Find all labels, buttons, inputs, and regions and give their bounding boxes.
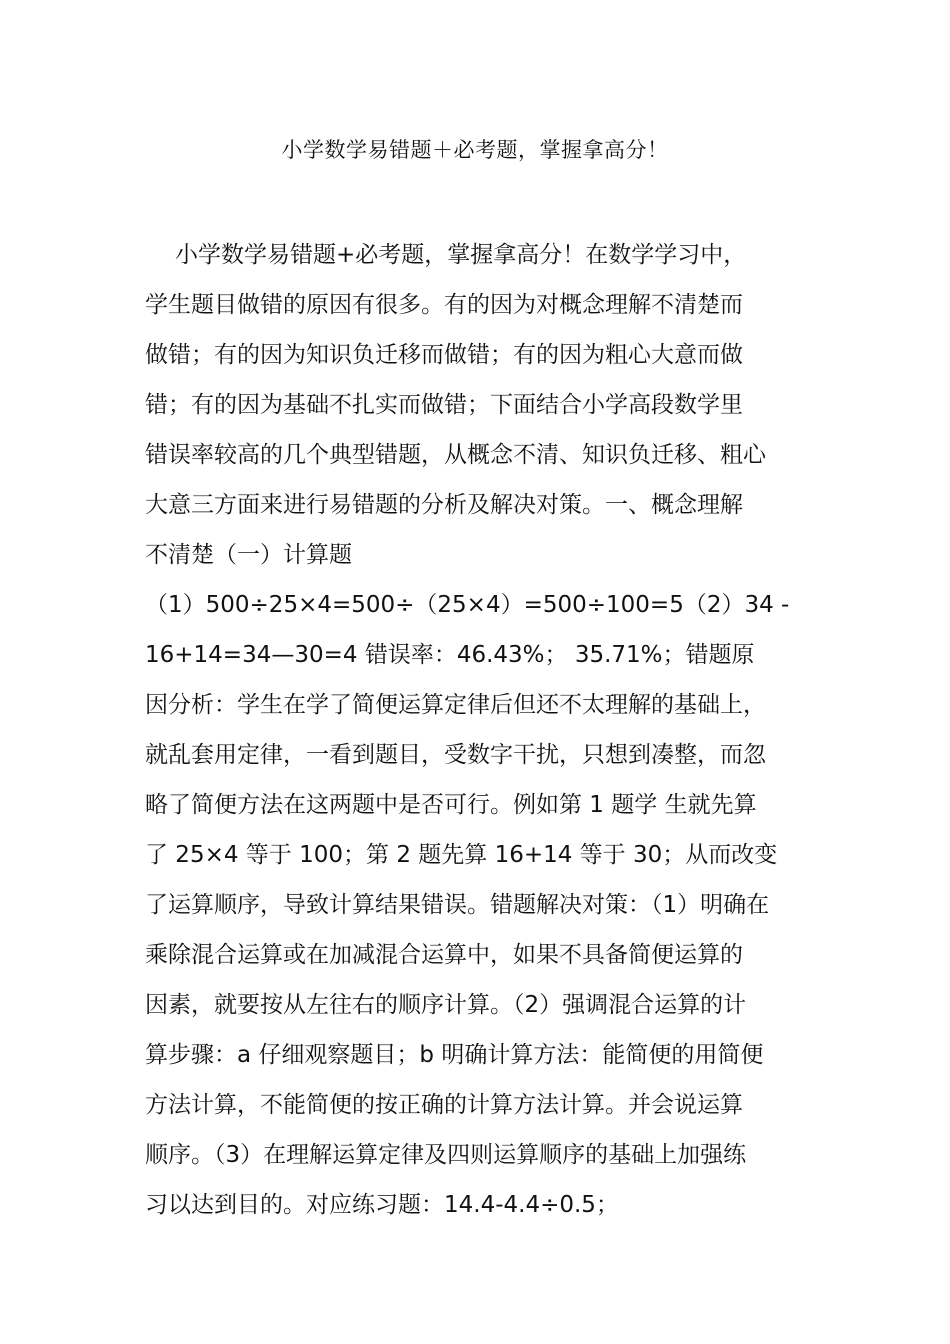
body-line: （1）500÷25×4=500÷（25×4）=500÷100=5（2）34 - <box>145 592 790 618</box>
body-line: 了 25×4 等于 100；第 2 题先算 16+14 等于 30；从而改变 <box>145 842 778 868</box>
body-line: 不清楚（一）计算题 <box>145 542 352 568</box>
body-line: 顺序。（3）在理解运算定律及四则运算顺序的基础上加强练 <box>145 1142 747 1168</box>
body-line: 大意三方面来进行易错题的分析及解决对策。一、概念理解 <box>145 492 743 518</box>
body-line: 就乱套用定律，一看到题目，受数字干扰，只想到凑整，而忽 <box>145 742 766 768</box>
body-line: 做错；有的因为知识负迁移而做错；有的因为粗心大意而做 <box>145 342 743 368</box>
body-line: 错误率较高的几个典型错题，从概念不清、知识负迁移、粗心 <box>145 442 766 468</box>
body-line: 算步骤：a 仔细观察题目；b 明确计算方法：能简便的用简便 <box>145 1042 764 1068</box>
body-line: 习以达到目的。对应练习题：14.4-4.4÷0.5； <box>145 1192 619 1218</box>
document-title: 小学数学易错题＋必考题，掌握拿高分！ <box>281 138 669 162</box>
body-line: 因素，就要按从左往右的顺序计算。（2）强调混合运算的计 <box>145 992 747 1018</box>
body-line: 小学数学易错题+必考题，掌握拿高分！在数学学习中， <box>175 242 747 268</box>
document-body <box>145 230 820 1230</box>
body-line: 错；有的因为基础不扎实而做错；下面结合小学高段数学里 <box>145 392 743 418</box>
body-line: 乘除混合运算或在加减混合运算中，如果不具备简便运算的 <box>145 942 743 968</box>
body-line: 16+14=34—30=4 错误率：46.43%； 35.71%；错题原 <box>145 642 755 668</box>
body-line: 学生题目做错的原因有很多。有的因为对概念理解不清楚而 <box>145 292 743 318</box>
body-line: 方法计算，不能简便的按正确的计算方法计算。并会说运算 <box>145 1092 743 1118</box>
body-line: 略了简便方法在这两题中是否可行。例如第 1 题学 生就先算 <box>145 792 757 818</box>
body-line: 因分析：学生在学了简便运算定律后但还不太理解的基础上， <box>145 692 766 718</box>
body-line: 了运算顺序，导致计算结果错误。错题解决对策：（1）明确在 <box>145 892 770 918</box>
